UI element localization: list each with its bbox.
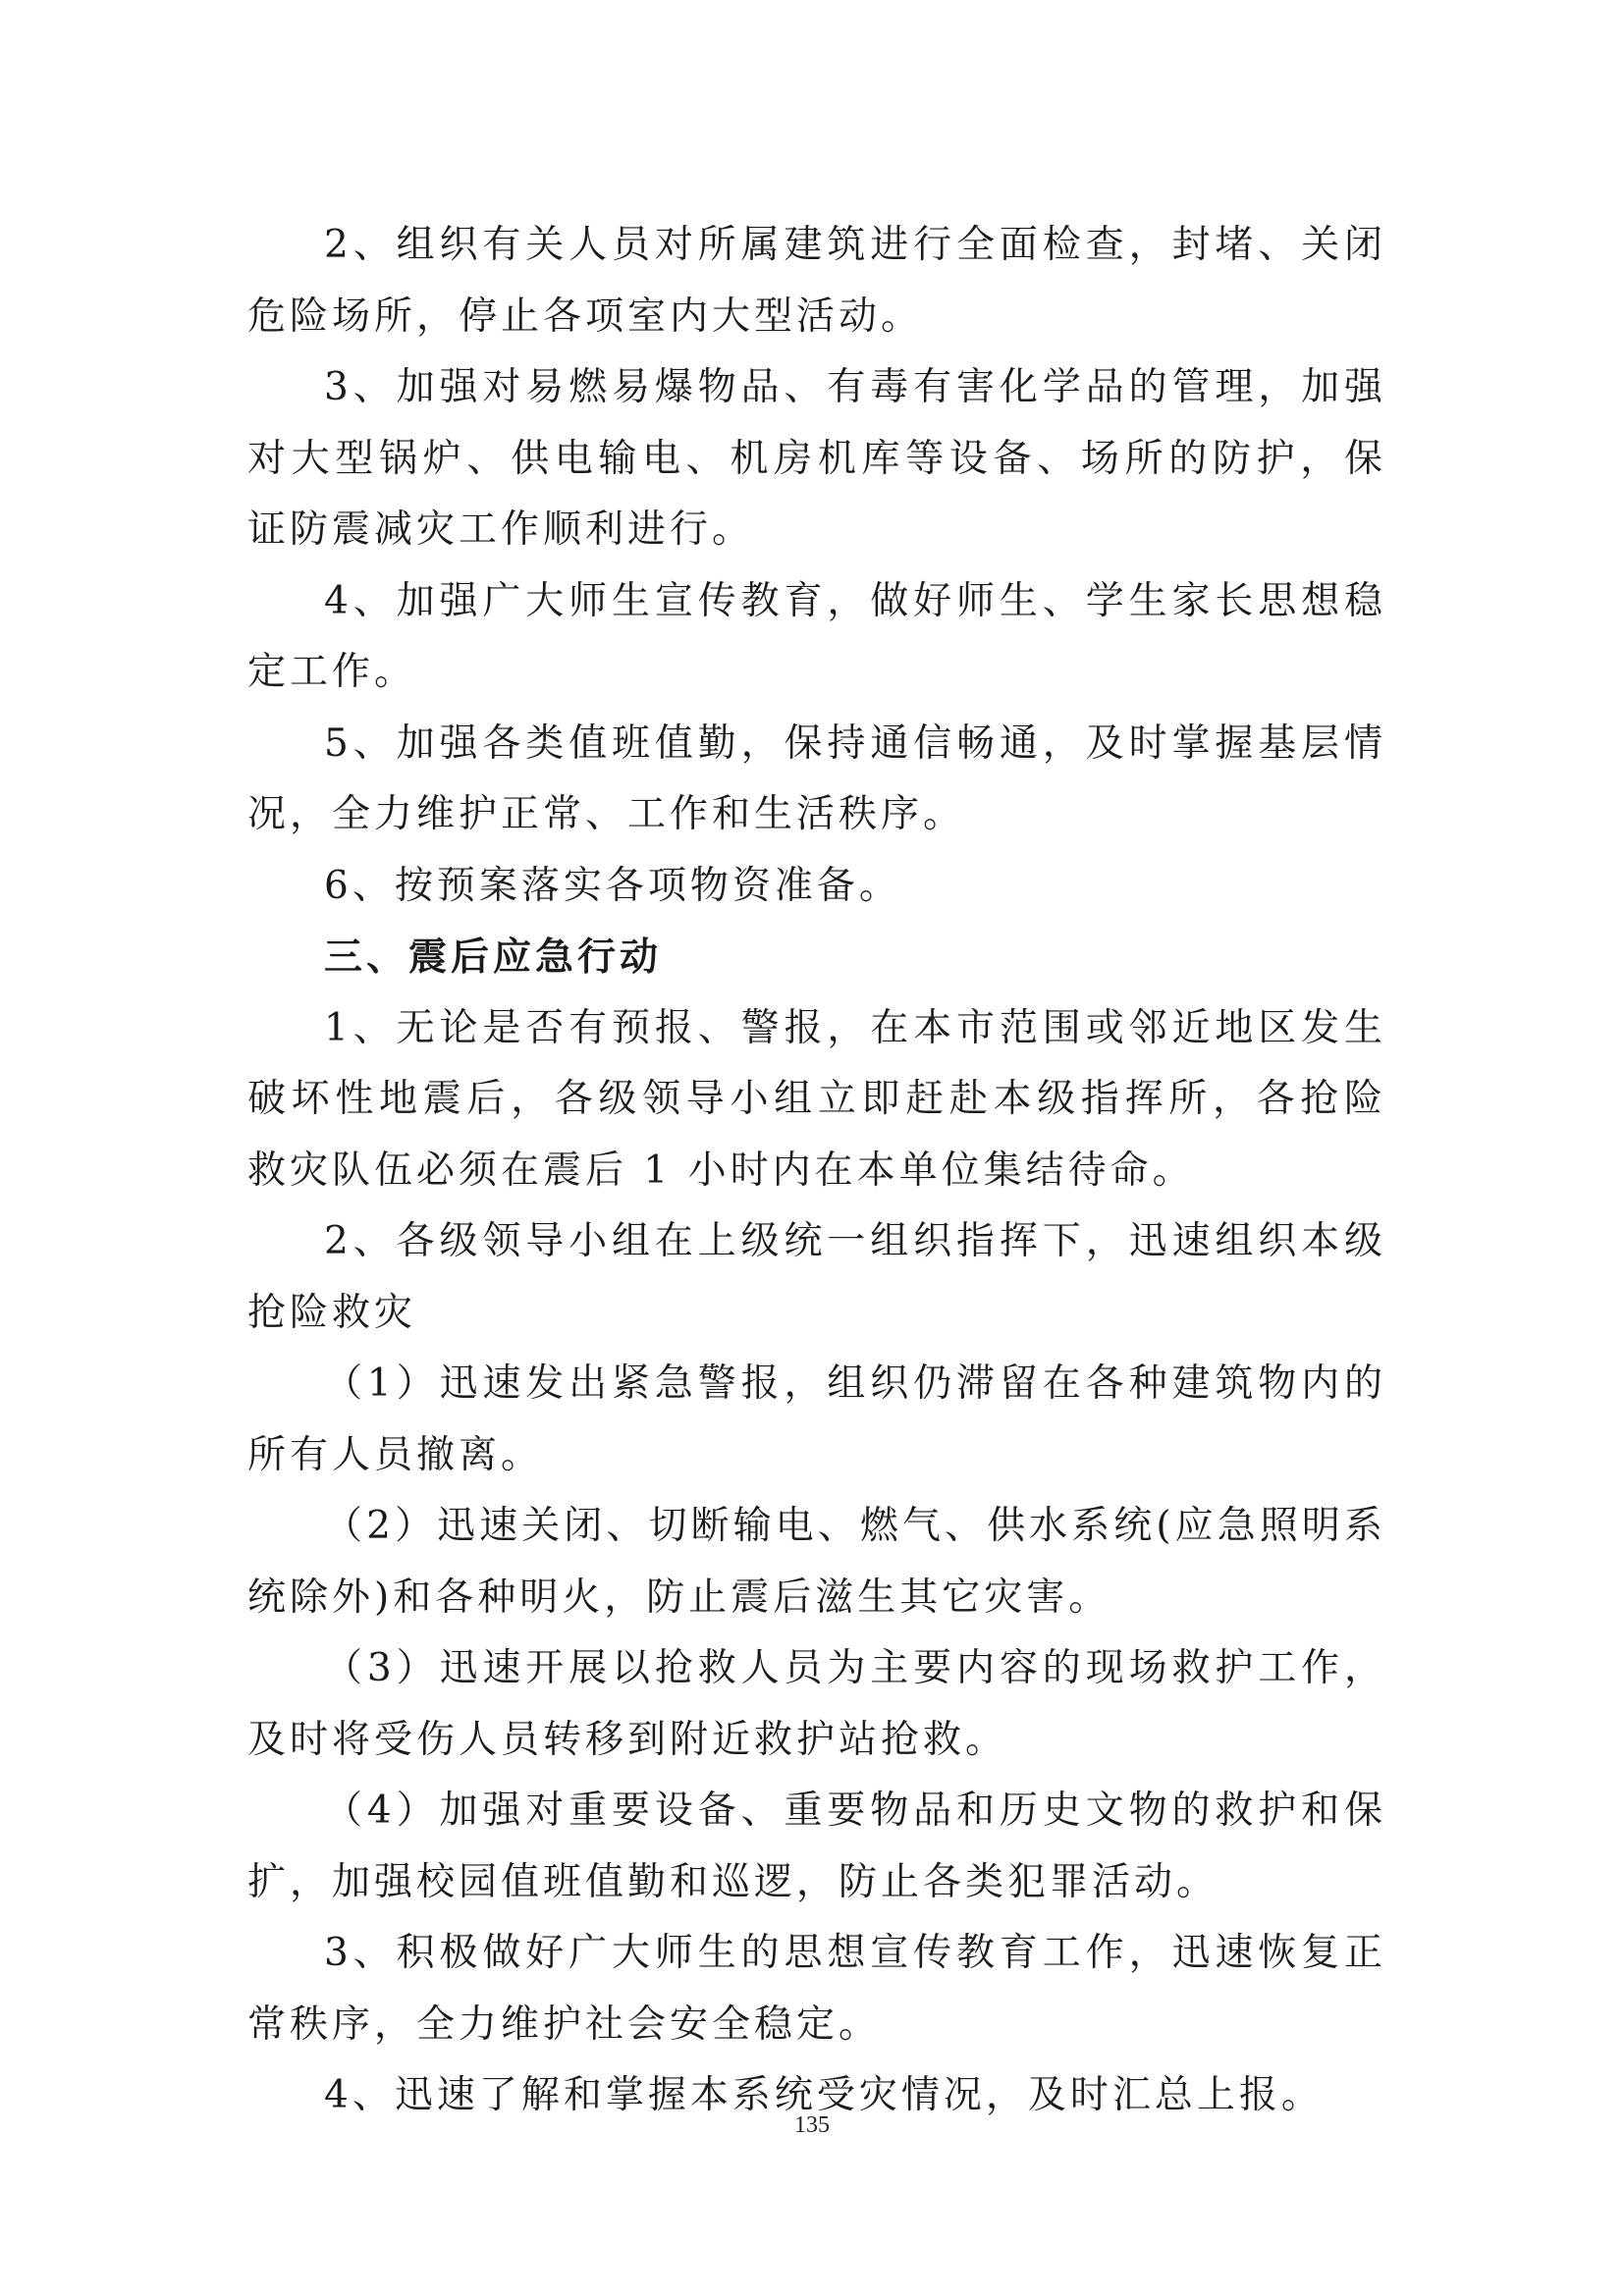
paragraph-organize-rescue: 2、各级领导小组在上级统一组织指挥下，迅速组织本级抢险救灾: [247, 1219, 1386, 1335]
paragraph-materials-preparation: 6、按预案落实各项物资准备。: [324, 863, 901, 908]
paragraph-item-1-evacuation: （1）迅速发出紧急警报，组织仍滞留在各种建筑物内的所有人员撤离。: [247, 1362, 1386, 1477]
paragraph-publicity-education: 4、加强广大师生宣传教育，做好师生、学生家长思想稳定工作。: [247, 578, 1386, 694]
paragraph-hazardous-materials: 3、加强对易燃易爆物品、有毒有害化学品的管理，加强对大型锅炉、供电输电、机房机库等设备、场所的防护，保证防震减灾工作顺利进行。: [247, 365, 1386, 552]
section-heading-post-quake-action: 三、震后应急行动: [324, 934, 663, 980]
document-body: [247, 210, 1386, 2132]
paragraph-report-damage: 4、迅速了解和掌握本系统受灾情况，及时汇总上报。: [324, 2073, 1324, 2117]
paragraph-item-2-shutdown: （2）迅速关闭、切断输电、燃气、供水系统(应急照明系统除外)和各种明火，防止震后滋生其它灾害。: [247, 1504, 1386, 1620]
paragraph-building-inspection: 2、组织有关人员对所属建筑进行全面检查，封堵、关闭危险场所，停止各项室内大型活动。: [247, 223, 1386, 339]
paragraph-item-3-first-aid: （3）迅速开展以抢救人员为主要内容的现场救护工作，及时将受伤人员转移到附近救护站抢救。: [247, 1646, 1386, 1762]
paragraph-item-4-protection: （4）加强对重要设备、重要物品和历史文物的救护和保扩，加强校园值班值勤和巡逻，防止各类犯罪活动。: [247, 1789, 1386, 1904]
page-number: 135: [794, 2112, 830, 2138]
paragraph-duty-shifts: 5、加强各类值班值勤，保持通信畅通，及时掌握基层情况，全力维护正常、工作和生活秩序。: [247, 721, 1386, 836]
paragraph-assemble-after-quake: 1、无论是否有预报、警报，在本市范围或邻近地区发生破坏性地震后，各级领导小组立即赶赴本级指挥所，各抢险救灾队伍必须在震后 1 小时内在本单位集结待命。: [247, 1005, 1386, 1193]
paragraph-restore-order: 3、积极做好广大师生的思想宣传教育工作，迅速恢复正常秩序，全力维护社会安全稳定。: [247, 1931, 1386, 2047]
